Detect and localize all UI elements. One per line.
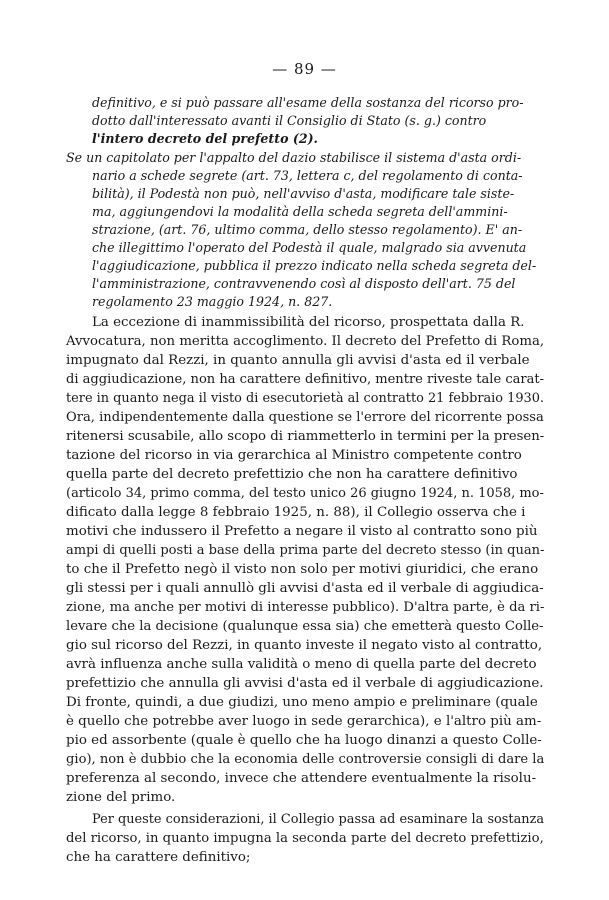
- body-line: che ha carattere definitivo;: [66, 850, 251, 865]
- body-line: Avvocatura, non meritta accoglimento. Il decreto del Prefetto di Roma,: [66, 334, 545, 349]
- body-line: di aggiudicazione, non ha carattere definitivo, mentre riveste tale carat-: [66, 372, 545, 387]
- headnote-line: strazione, (art. 76, ultimo comma, dello stesso regolamento). E' an-: [92, 222, 523, 237]
- headnote-line: definitivo, e si può passare all'esame della sostanza del ricorso pro-: [92, 95, 524, 110]
- headnote-line: Se un capitolato per l'appalto del dazio stabilisce il sistema d'asta ordi-: [66, 150, 522, 165]
- body-line: preferenza al secondo, invece che attendere eventualmente la risolu-: [66, 771, 537, 786]
- body-line: ritenersi scusabile, allo scopo di riammetterlo in termini per la presen-: [66, 429, 545, 444]
- body-line: ampi di quelli posti a base della prima parte del decreto stesso (in quan-: [66, 543, 545, 558]
- body-line: è quello che potrebbe aver luogo in sede gerarchica), e l'altro più am-: [66, 714, 542, 729]
- body-line: prefettizio che annulla gli avvisi d'asta ed il verbale di aggiudicazione.: [66, 676, 544, 691]
- page-number: — 89 —: [272, 60, 337, 78]
- body-line: tazione del ricorso in via gerarchica al Ministro competente contro: [66, 448, 522, 463]
- body-line: (articolo 34, primo comma, del testo unico 26 giugno 1924, n. 1058, mo-: [66, 486, 544, 501]
- headnote-line: regolamento 23 maggio 1924, n. 827.: [92, 294, 333, 309]
- body-line: zione del primo.: [66, 790, 176, 805]
- headnote-line: nario a schede segrete (art. 73, lettera c, del regolamento di conta-: [92, 168, 523, 183]
- body-line: Di fronte, quindi, a due giudizi, uno meno ampio e preliminare (quale: [66, 695, 538, 710]
- body-line: Per queste considerazioni, il Collegio passa ad esaminare la sostanza: [92, 812, 545, 827]
- body-line: pio ed assorbente (quale è quello che ha luogo dinanzi a questo Colle-: [66, 733, 542, 748]
- body-line: motivi che indussero il Prefetto a negare il visto al contratto sono più: [66, 524, 538, 539]
- body-line: to che il Prefetto negò il visto non solo per motivi giuridici, che erano: [66, 562, 539, 577]
- body-line: tere in quanto nega il visto di esecutorietà al contratto 21 febbraio 1930.: [66, 391, 544, 406]
- headnote-line: l'aggiudicazione, pubblica il prezzo indicato nella scheda segreta del-: [92, 258, 537, 273]
- headnote-line: dotto dall'interessato avanti il Consiglio di Stato (s. g.) contro: [92, 113, 487, 128]
- headnote-line: che illegittimo l'operato del Podestà il quale, malgrado sia avvenuta: [92, 240, 527, 255]
- body-line: Ora, indipendentemente dalla questione se l'errore del ricorrente possa: [66, 410, 544, 425]
- headnote-line: bilità), il Podestà non può, nell'avviso d'asta, modificare tale siste-: [92, 186, 515, 201]
- body-line: levare che la decisione (qualunque essa sia) che emetterà questo Colle-: [66, 619, 544, 634]
- body-line: del ricorso, in quanto impugna la seconda parte del decreto prefettizio,: [66, 831, 544, 846]
- body-line: gli stessi per i quali annullò gli avvisi d'asta ed il verbale di aggiudica-: [66, 581, 544, 596]
- headnote-line: l'intero decreto del prefetto (2).: [92, 131, 318, 146]
- body-line: gio), non è dubbio che la economia delle controversie consigli di dare la: [66, 752, 545, 767]
- body-line: dificato dalla legge 8 febbraio 1925, n. 88), il Collegio osserva che i: [66, 505, 526, 520]
- body-line: quella parte del decreto prefettizio che non ha carattere definitivo: [66, 467, 518, 482]
- body-line: gio sul ricorso del Rezzi, in quanto investe il negato visto al contratto,: [66, 638, 543, 653]
- body-line: impugnato dal Rezzi, in quanto annulla gli avvisi d'asta ed il verbale: [66, 353, 530, 368]
- body-line: La eccezione di inammissibilità del ricorso, prospettata dalla R.: [92, 315, 525, 330]
- headnote-line: ma, aggiungendovi la modalità della scheda segreta dell'ammini-: [92, 204, 508, 219]
- body-line: avrà influenza anche sulla validità o meno di quella parte del decreto: [66, 657, 537, 672]
- headnote-line: l'amministrazione, contravvenendo così al disposto dell'art. 75 del: [92, 276, 516, 291]
- body-line: zione, ma anche per motivi di interesse pubblico). D'altra parte, è da ri-: [66, 600, 545, 615]
